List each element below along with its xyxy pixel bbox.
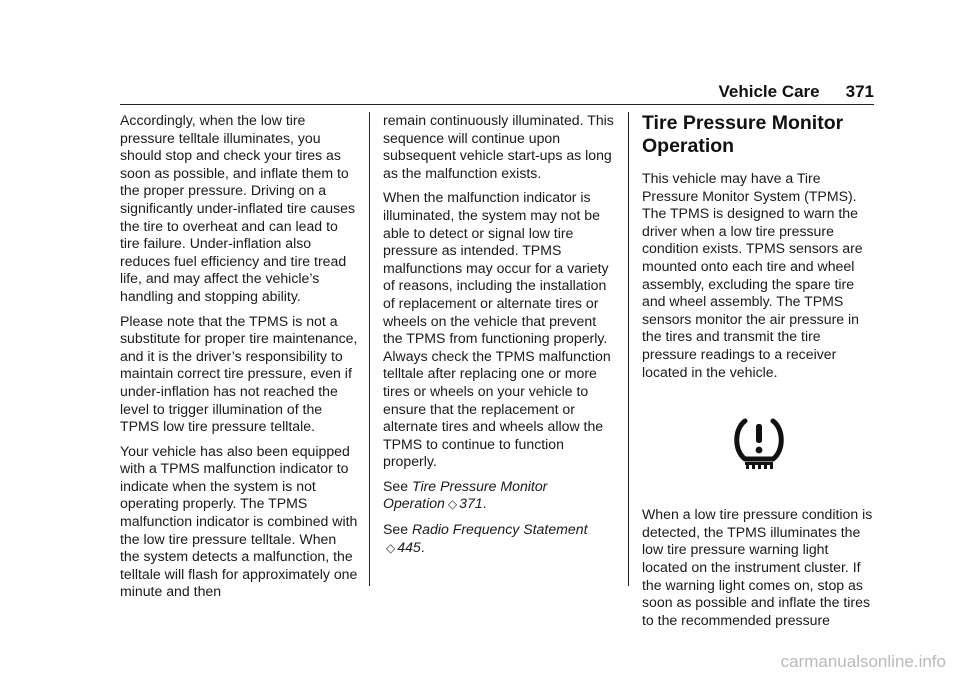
page-ref-icon: ◇ <box>447 497 458 512</box>
page-ref-icon: ◇ <box>386 540 396 555</box>
paragraph: Your vehicle has also been equipped with a TPMS malfunction indicator to indicate when the system is not operating properly. The TPMS malfunction indicator is combined with the low tire pressure telltale. When the system detects a malfunction, the telltale will flash for approximately one minute and then <box>120 442 358 600</box>
see-label: See <box>383 477 409 494</box>
paragraph: Accordingly, when the low tire pressure telltale illuminates, you should stop and check your tires as soon as possible, and inflate them to the proper pressure. Driving on a significantly under-inflated tire causes the tire to overheat and can lead to tire failure. Under-inflation also reduces fuel efficiency and tire tread life, and may affect the vehicle’s handling and stopping ability. <box>120 112 356 304</box>
section-title: Tire Pressure Monitor Operation <box>642 112 844 157</box>
paragraph: When the malfunction indicator is illuminated, the system may not be able to detect or signal low tire pressure as intended. TPMS malfunctions may occur for a variety of reasons, including the installation of replacement or alternate tires or wheels on the vehicle that prevent the TPMS from functioning properly. Always check the TPMS malfunction telltale after replacing one or more tires or wheels on your vehicle to ensure that the replacement or alternate tires and wheels allow the TPMS to continue to function properly. <box>383 189 611 470</box>
column-2 <box>383 112 619 564</box>
see-label: See <box>383 521 409 538</box>
page-number: 371 <box>845 82 874 101</box>
punctuation: . <box>482 495 487 512</box>
column-divider-2 <box>628 112 629 586</box>
tpms-warning-icon <box>732 415 786 473</box>
column-3 <box>642 112 876 636</box>
page-header <box>719 82 875 102</box>
paragraph: Please note that the TPMS is not a substitute for proper tire maintenance, and it is the driver’s responsibility to maintain correct tire pressure, even if under-inflation has not reached the level to trigger illumination of the TPMS low tire pressure telltale. <box>120 312 358 435</box>
reference-page[interactable]: 445 <box>397 538 421 555</box>
cross-reference <box>383 478 619 514</box>
section-name: Vehicle Care <box>718 82 820 101</box>
paragraph: This vehicle may have a Tire Pressure Monitor System (TPMS). The TPMS is designed to warn the driver when a low tire pressure condition exists. TPMS sensors are mounted onto each tire and wheel assembly, excluding the spare tire and wheel assembly. The TPMS sensors monitor the air pressure in the tires and transmit the tire pressure readings to a receiver located in the vehicle. <box>642 170 863 380</box>
paragraph: remain continuously illuminated. This sequence will continue upon subsequent vehicle start-ups as long as the malfunction exists. <box>383 112 614 181</box>
column-divider-1 <box>369 112 370 586</box>
column-1 <box>120 112 358 608</box>
reference-link[interactable]: Tire Pressure Monitor Operation <box>383 477 548 512</box>
punctuation: . <box>420 538 425 555</box>
watermark: carmanualsonline.info <box>780 652 946 671</box>
cross-reference <box>383 521 619 557</box>
paragraph: When a low tire pressure condition is detected, the TPMS illuminates the low tire pressure warning light located on the instrument cluster. If the warning light comes on, stop as soon as possible and inflate the tires to the recommended pressure <box>642 506 873 628</box>
header-rule <box>120 104 874 105</box>
reference-link[interactable]: Radio Frequency Statement <box>412 521 588 538</box>
tpms-icon-figure <box>642 388 876 500</box>
reference-page[interactable]: 371 <box>459 495 483 512</box>
